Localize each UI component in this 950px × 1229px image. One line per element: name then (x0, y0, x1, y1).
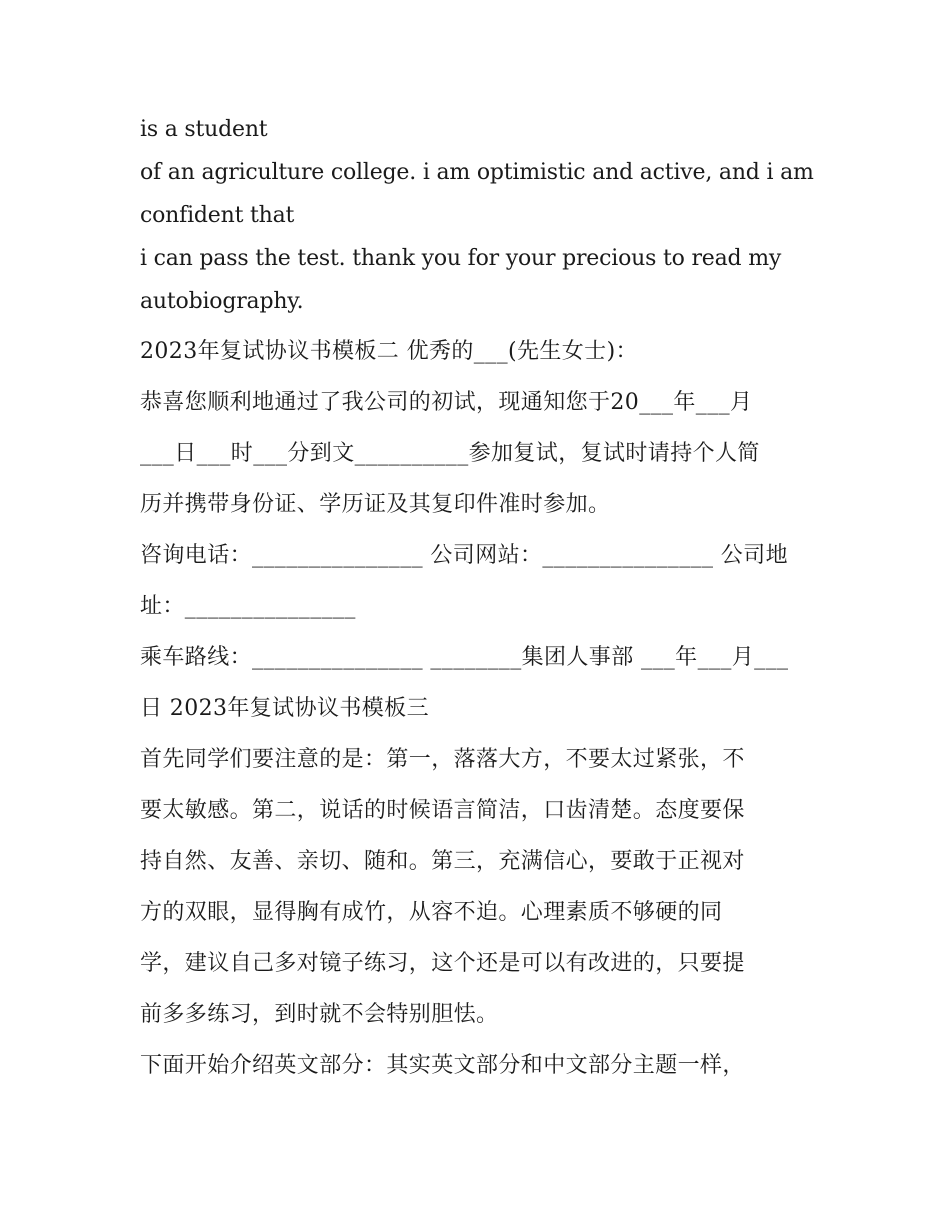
address-line: 址：_______________ (140, 594, 356, 619)
text-line: ___日___时___分到文__________参加复试，复试时请持个人简 (140, 441, 760, 466)
text-line: i can pass the test. thank you for your precious to read my (140, 246, 782, 271)
template-two-heading: 2023年复试协议书模板二 优秀的___(先生女士)： (140, 339, 638, 364)
text-line: 恭喜您顺利地通过了我公司的初试，现通知您于20___年___月 (140, 390, 753, 415)
text-line: 历并携带身份证、学历证及其复印件准时参加。 (140, 492, 611, 517)
document-body (140, 108, 820, 1091)
text-line: of an agriculture college. i am optimistic and active, and i am (140, 160, 814, 185)
text-line: 首先同学们要注意的是：第一，落落大方，不要太过紧张，不 (140, 747, 745, 772)
text-line: 下面开始介绍英文部分：其实英文部分和中文部分主题一样， (140, 1053, 745, 1078)
contact-line: 咨询电话：_______________ 公司网站：_______________ 公司地 (140, 543, 788, 568)
text-line: is a student (140, 117, 268, 142)
text-line: 要太敏感。第二，说话的时候语言简洁，口齿清楚。态度要保 (140, 798, 745, 823)
route-line: 乘车路线：_______________ ________集团人事部 ___年___月___ (140, 645, 789, 670)
template-three-heading: 日 2023年复试协议书模板三 (140, 696, 429, 721)
text-line: 方的双眼，显得胸有成竹，从容不迫。心理素质不够硬的同 (140, 900, 723, 925)
text-line: confident that (140, 203, 295, 228)
text-line: 学，建议自己多对镜子练习，这个还是可以有改进的，只要提 (140, 951, 745, 976)
text-line: 前多多练习，到时就不会特别胆怯。 (140, 1002, 499, 1027)
text-line: 持自然、友善、亲切、随和。第三，充满信心，要敢于正视对 (140, 849, 745, 874)
text-line: autobiography. (140, 289, 304, 314)
